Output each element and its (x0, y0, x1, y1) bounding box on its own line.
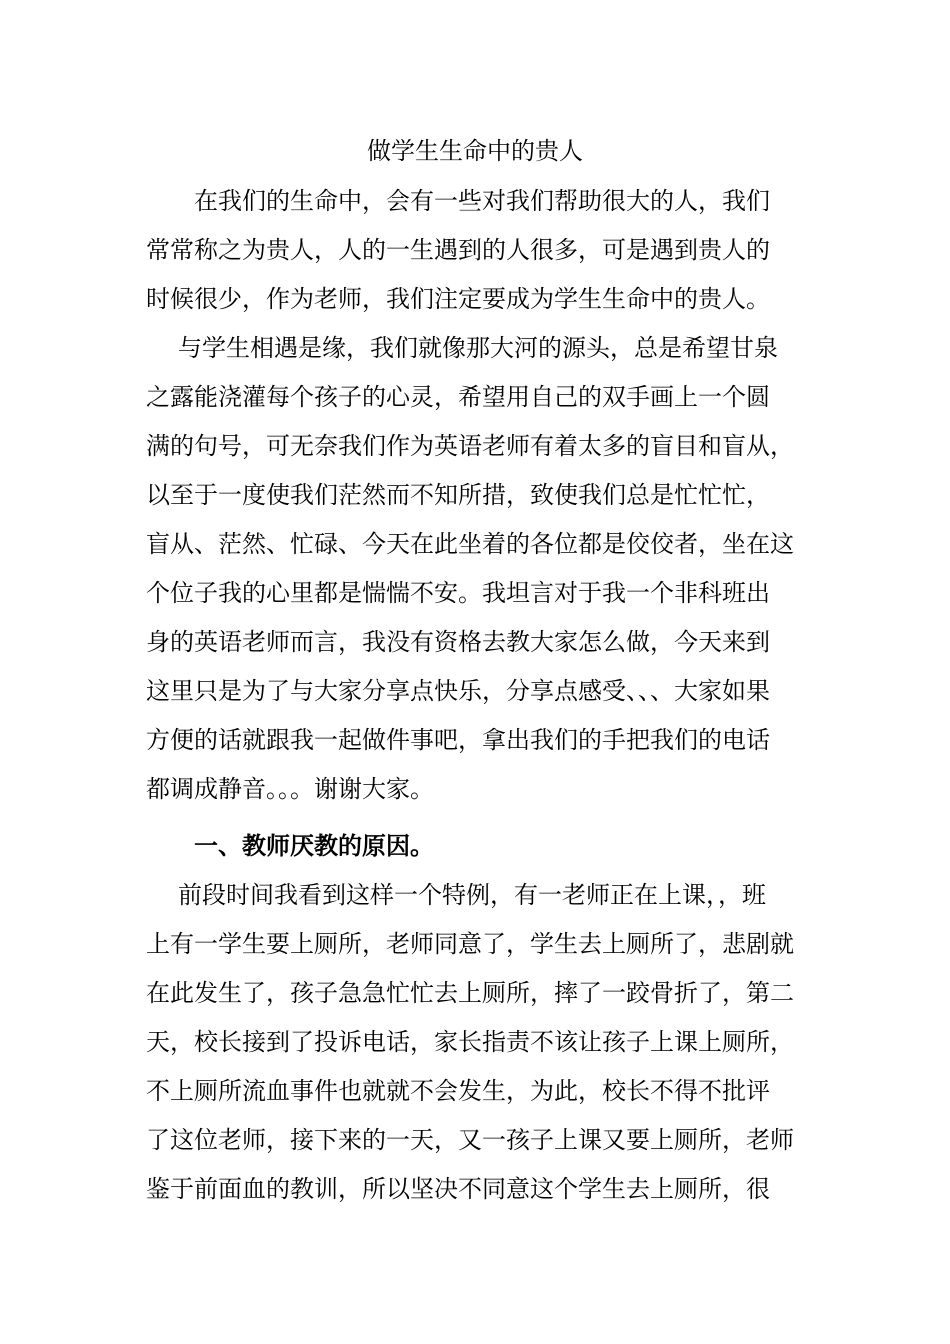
paragraph-line: 之露能浇灌每个孩子的心灵，希望用自己的双手画上一个圆 (146, 383, 770, 411)
paragraph-line: 身的英语老师而言，我没有资格去教大家怎么做，今天来到 (146, 628, 770, 656)
paragraph-line: 都调成静音。。。谢谢大家。 (146, 775, 434, 803)
paragraph-line: 盲从、茫然、忙碌、今天在此坐着的各位都是佼佼者，坐在这 (146, 530, 794, 558)
paragraph-line: 方便的话就跟我一起做件事吧，拿出我们的手把我们的电话 (146, 726, 770, 754)
paragraph-line: 与学生相遇是缘，我们就像那大河的源头，总是希望甘泉 (178, 334, 778, 362)
paragraph-line: 了这位老师，接下来的一天，又一孩子上课又要上厕所，老师 (146, 1126, 794, 1154)
paragraph-line: 上有一学生要上厕所，老师同意了，学生去上厕所了，悲剧就 (146, 930, 794, 958)
paragraph-line: 满的句号，可无奈我们作为英语老师有着太多的盲目和盲从， (146, 432, 794, 460)
paragraph-line: 在我们的生命中，会有一些对我们帮助很大的人，我们 (194, 187, 770, 215)
section-heading: 一、教师厌教的原因。 (194, 832, 434, 860)
paragraph-line: 以至于一度使我们茫然而不知所措，致使我们总是忙忙忙， (146, 481, 770, 509)
paragraph-line: 天，校长接到了投诉电话，家长指责不该让孩子上课上厕所， (146, 1028, 794, 1056)
paragraph-line: 前段时间我看到这样一个特例，有一老师正在上课，，班 (178, 881, 766, 909)
paragraph-line: 这里只是为了与大家分享点快乐，分享点感受、、、大家如果 (146, 677, 770, 705)
paragraph-line: 鉴于前面血的教训，所以坚决不同意这个学生去上厕所，很 (146, 1175, 770, 1203)
paragraph-line: 不上厕所流血事件也就就不会发生，为此，校长不得不批评 (146, 1077, 770, 1105)
paragraph-line: 在此发生了，孩子急急忙忙去上厕所，摔了一跤骨折了，第二 (146, 979, 794, 1007)
paragraph-line: 个位子我的心里都是惴惴不安。我坦言对于我一个非科班出 (146, 579, 770, 607)
paragraph-line: 时候很少，作为老师，我们注定要成为学生生命中的贵人。 (146, 285, 770, 313)
document-title: 做学生生命中的贵人 (367, 137, 583, 165)
paragraph-line: 常常称之为贵人，人的一生遇到的人很多，可是遇到贵人的 (146, 236, 770, 264)
